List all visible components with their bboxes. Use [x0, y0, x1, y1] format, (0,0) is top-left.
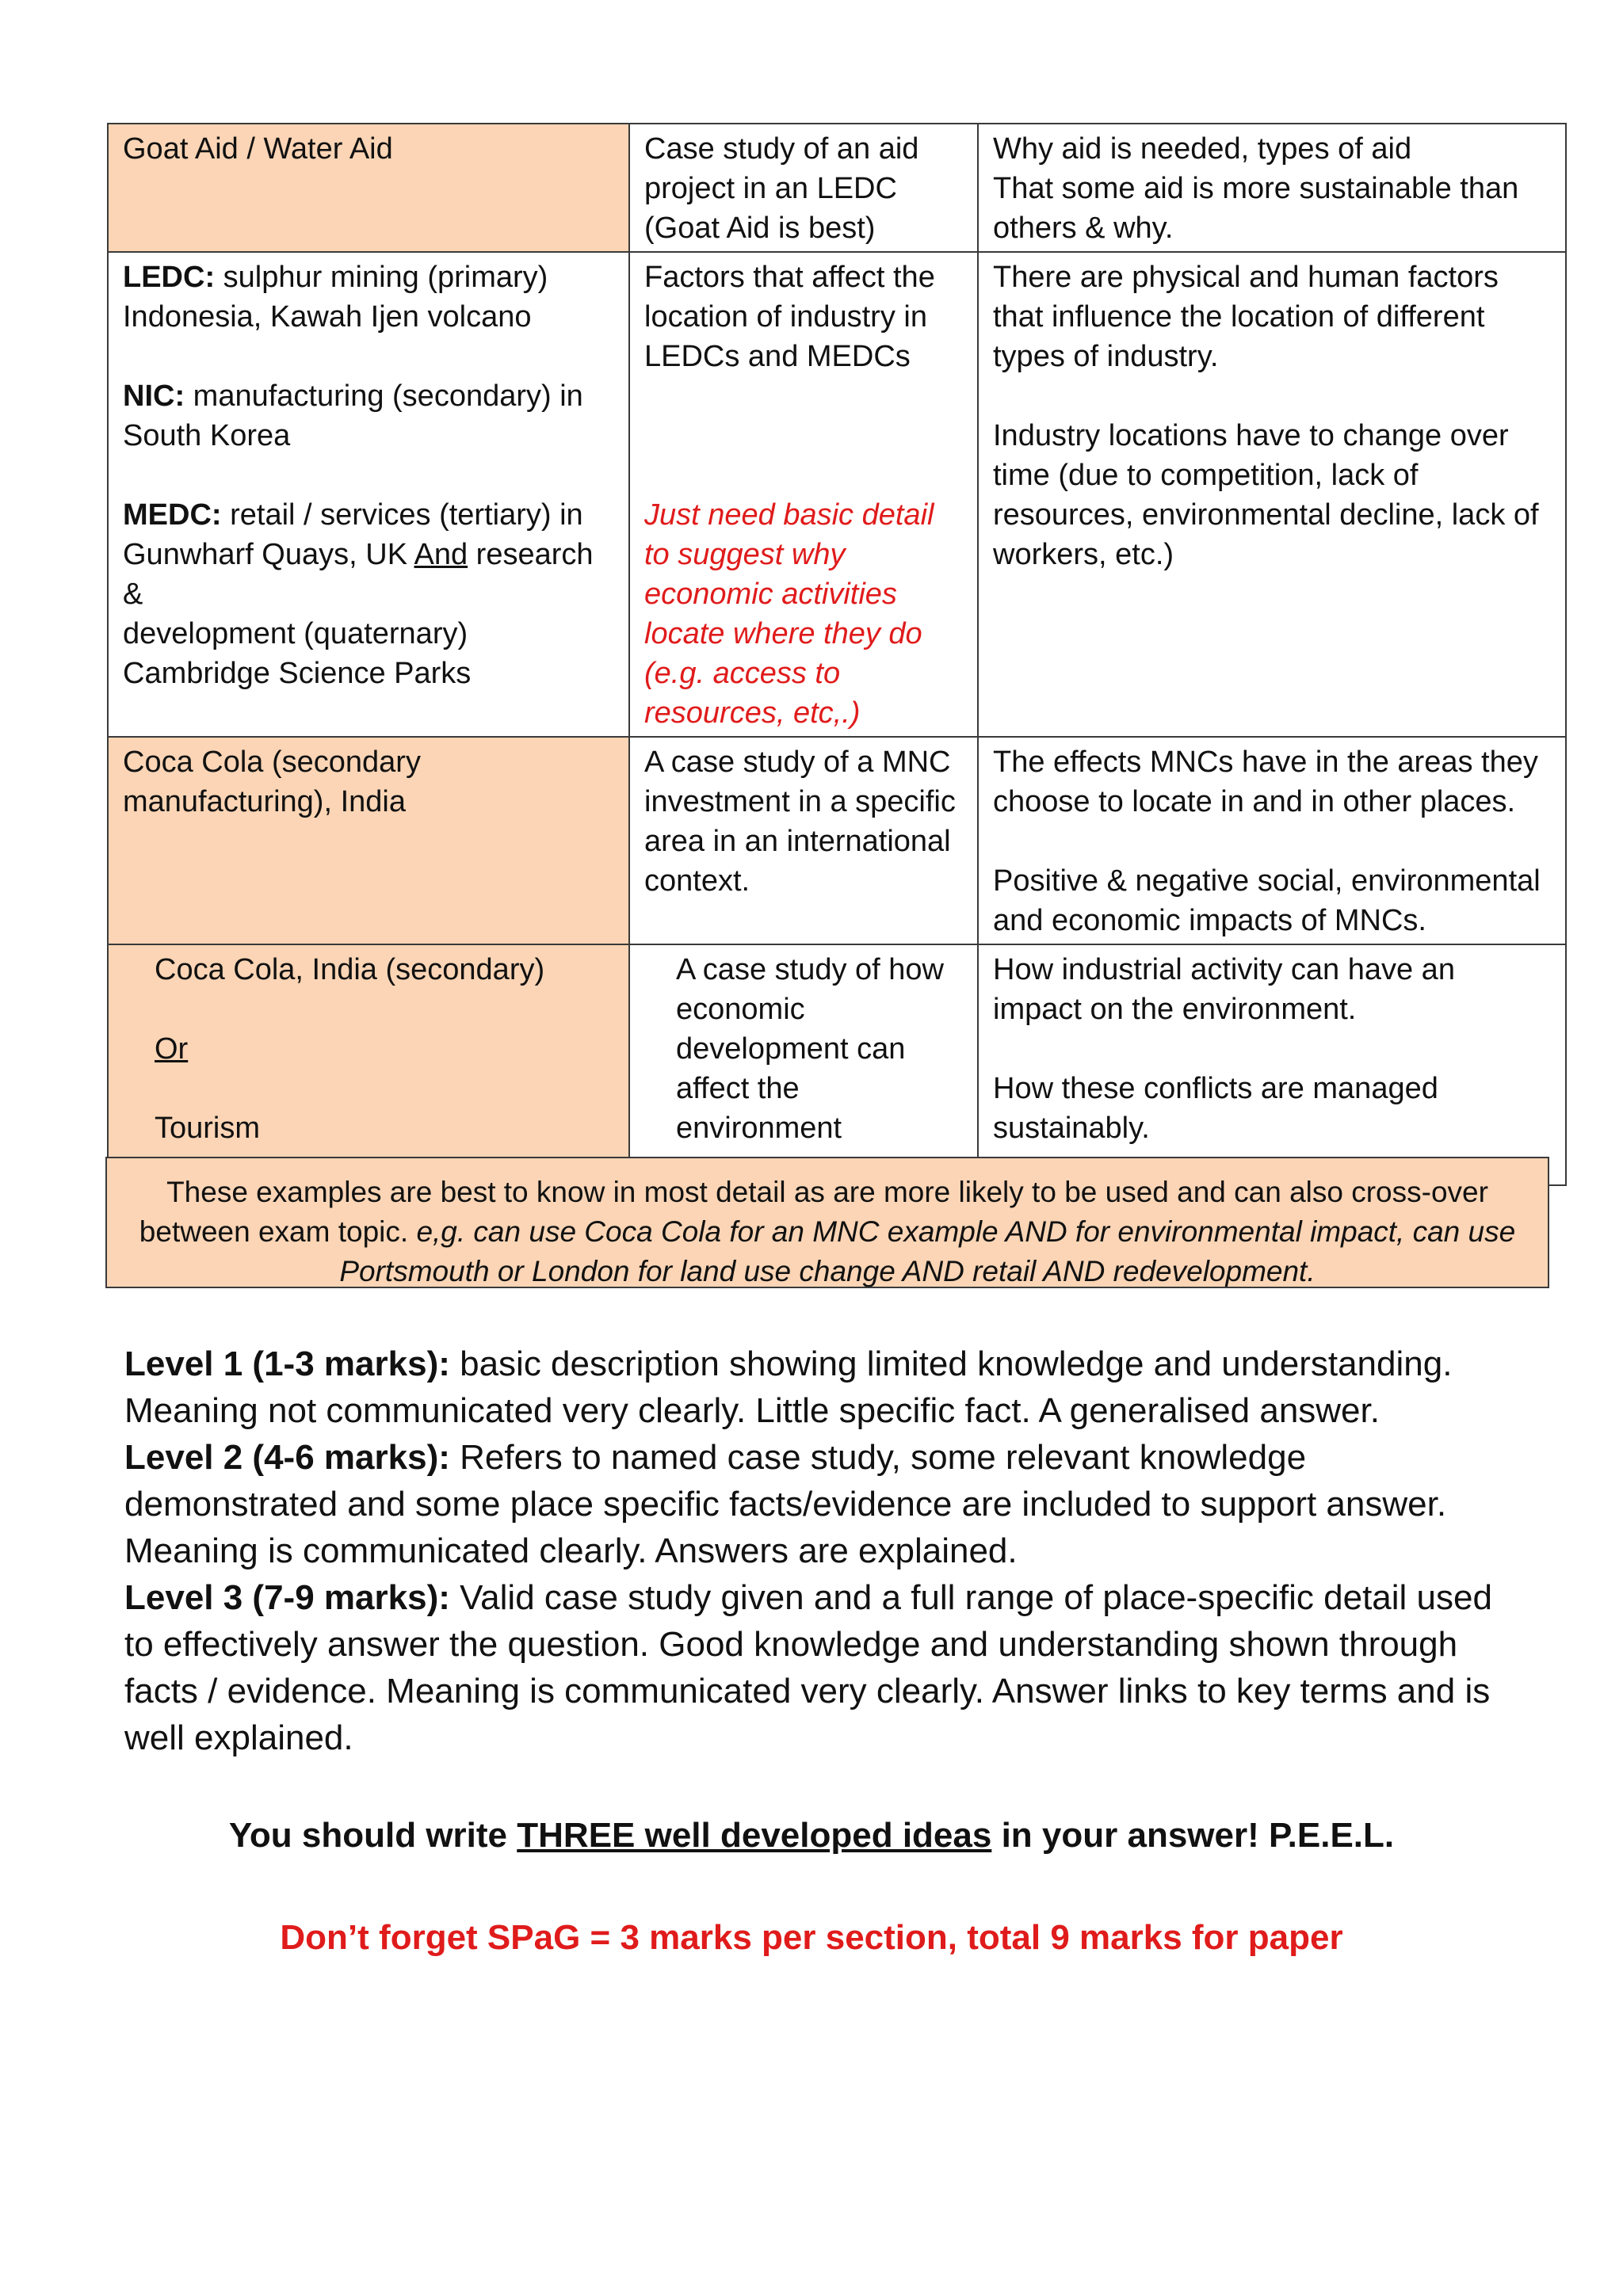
knowledge-cell: [978, 944, 1566, 1185]
note-line: [126, 1212, 1529, 1252]
knowledge-line: How industrial activity can have an: [993, 953, 1455, 986]
case-study-cell: [108, 124, 629, 252]
knowledge-cell: [978, 252, 1566, 737]
knowledge-line: That some aid is more sustainable than: [993, 172, 1519, 205]
topic-line: A case study of how: [676, 953, 944, 986]
teacher-note-line: locate where they do: [644, 617, 922, 650]
topic-line: economic: [676, 993, 805, 1026]
level-3: [124, 1574, 1519, 1621]
nic-line-2: South Korea: [123, 419, 291, 452]
medc-line-2: [123, 535, 614, 614]
ledc-line: [123, 257, 614, 297]
teacher-note-line: to suggest why: [644, 538, 846, 571]
level-2: [124, 1434, 1519, 1481]
level-3-cont: well explained.: [124, 1718, 353, 1757]
teacher-note-line: Just need basic detail: [644, 498, 934, 532]
note-line: These examples are best to know in most detail as are more likely to be used and can also cross-over: [166, 1176, 1488, 1208]
topic-line: context.: [644, 864, 750, 898]
topic-line: LEDCs and MEDCs: [644, 340, 911, 373]
level-2-cont: Meaning is communicated clearly. Answers are explained.: [124, 1531, 1018, 1570]
level-label: Level 1 (1-3 marks):: [124, 1344, 450, 1383]
topic-line: A case study of a MNC: [644, 746, 951, 779]
medc-line-2a: Gunwharf Quays, UK: [123, 538, 414, 571]
knowledge-cell: [978, 737, 1566, 944]
peel-instruction: [0, 1812, 1623, 1859]
note-text: between exam topic.: [139, 1215, 417, 1248]
medc-label: MEDC:: [123, 498, 222, 532]
teacher-note-line: (e.g. access to: [644, 657, 841, 690]
or-label: Or: [155, 1032, 189, 1066]
note-italic: e,g. can use Coca Cola for an MNC example AND for environmental impact, can use: [416, 1215, 1516, 1248]
knowledge-line: choose to locate in and in other places.: [993, 785, 1516, 818]
knowledge-line: others & why.: [993, 212, 1174, 245]
ledc-line-2: Indonesia, Kawah Ijen volcano: [123, 300, 532, 334]
knowledge-line: types of industry.: [993, 340, 1219, 373]
case-study-cell: [108, 944, 629, 1185]
level-1: [124, 1341, 1519, 1387]
teacher-note-line: resources, etc,.): [644, 696, 861, 730]
topic-cell: [629, 944, 978, 1185]
table-row: [108, 737, 1566, 944]
ledc-label: LEDC:: [123, 261, 216, 294]
case-study-name: Goat Aid / Water Aid: [123, 132, 393, 166]
knowledge-line: time (due to competition, lack of: [993, 459, 1419, 492]
topic-line: Case study of an aid: [644, 132, 919, 166]
level-3-cont: facts / evidence. Meaning is communicated very clearly. Answer links to key terms and is: [124, 1672, 1491, 1711]
topic-line: environment: [676, 1112, 842, 1145]
topic-cell: [629, 252, 978, 737]
knowledge-line: and economic impacts of MNCs.: [993, 904, 1426, 937]
topic-line: project in an LEDC: [644, 172, 897, 205]
case-study-line: Coca Cola (secondary: [123, 746, 421, 779]
knowledge-line: There are physical and human factors: [993, 261, 1499, 294]
knowledge-line: Industry locations have to change over: [993, 419, 1509, 452]
topic-line: area in an international: [644, 825, 951, 858]
level-label: Level 3 (7-9 marks):: [124, 1578, 450, 1617]
level-3-cont: to effectively answer the question. Good knowledge and understanding shown through: [124, 1625, 1458, 1664]
case-study-option: Coca Cola, India (secondary): [155, 953, 545, 986]
topic-cell: [629, 737, 978, 944]
knowledge-line: impact on the environment.: [993, 993, 1357, 1026]
instruction-emphasis: THREE well developed ideas: [517, 1816, 992, 1855]
nic-label: NIC:: [123, 379, 185, 413]
level-label: Level 2 (4-6 marks):: [124, 1438, 450, 1477]
ledc-text: sulphur mining (primary): [215, 261, 548, 294]
nic-line: [123, 376, 614, 416]
topic-line: location of industry in: [644, 300, 927, 334]
knowledge-line: workers, etc.): [993, 538, 1174, 571]
medc-line-3: development (quaternary): [123, 617, 468, 650]
topic-line: affect the: [676, 1072, 800, 1105]
medc-and: And: [414, 538, 468, 571]
level-text: Valid case study given and a full range of place-specific detail used: [449, 1578, 1492, 1617]
medc-line-2b: research &: [123, 538, 594, 611]
medc-line: [123, 495, 614, 535]
case-study-cell: [108, 737, 629, 944]
level-1-cont: Meaning not communicated very clearly. Little specific fact. A generalised answer.: [124, 1391, 1380, 1430]
topic-line: (Goat Aid is best): [644, 212, 876, 245]
note-line: Portsmouth or London for land use change AND retail AND redevelopment.: [339, 1255, 1316, 1287]
topic-cell: [629, 124, 978, 252]
examples-note-box: [105, 1157, 1549, 1288]
table-row: [108, 252, 1566, 737]
mark-scheme: [124, 1341, 1519, 1761]
knowledge-line: The effects MNCs have in the areas they: [993, 746, 1538, 779]
topic-line: development can: [676, 1032, 906, 1066]
level-text: basic description showing limited knowledge and understanding.: [449, 1344, 1453, 1383]
knowledge-line: resources, environmental decline, lack of: [993, 498, 1539, 532]
instruction-text: in your answer! P.E.E.L.: [991, 1816, 1395, 1855]
level-text: Refers to named case study, some relevant knowledge: [449, 1438, 1307, 1477]
medc-text: retail / services (tertiary) in: [221, 498, 583, 532]
level-2-cont: demonstrated and some place specific facts/evidence are included to support answer.: [124, 1485, 1447, 1524]
case-study-cell: [108, 252, 629, 737]
nic-text: manufacturing (secondary) in: [185, 379, 583, 413]
case-study-line: manufacturing), India: [123, 785, 406, 818]
instruction-text: You should write: [228, 1816, 517, 1855]
spag-reminder: Don’t forget SPaG = 3 marks per section, total 9 marks for paper: [280, 1918, 1343, 1957]
table-row: [108, 124, 1566, 252]
knowledge-cell: [978, 124, 1566, 252]
table-row: [108, 944, 1566, 1185]
case-study-option: Tourism: [155, 1112, 261, 1145]
teacher-note-line: economic activities: [644, 578, 897, 611]
knowledge-line: sustainably.: [993, 1112, 1150, 1145]
medc-line-4: Cambridge Science Parks: [123, 657, 472, 690]
knowledge-line: that influence the location of different: [993, 300, 1485, 334]
topic-line: investment in a specific: [644, 785, 956, 818]
knowledge-line: How these conflicts are managed: [993, 1072, 1438, 1105]
case-study-table: [107, 123, 1567, 1186]
knowledge-line: Why aid is needed, types of aid: [993, 132, 1412, 166]
topic-line: Factors that affect the: [644, 261, 935, 294]
knowledge-line: Positive & negative social, environmental: [993, 864, 1541, 898]
